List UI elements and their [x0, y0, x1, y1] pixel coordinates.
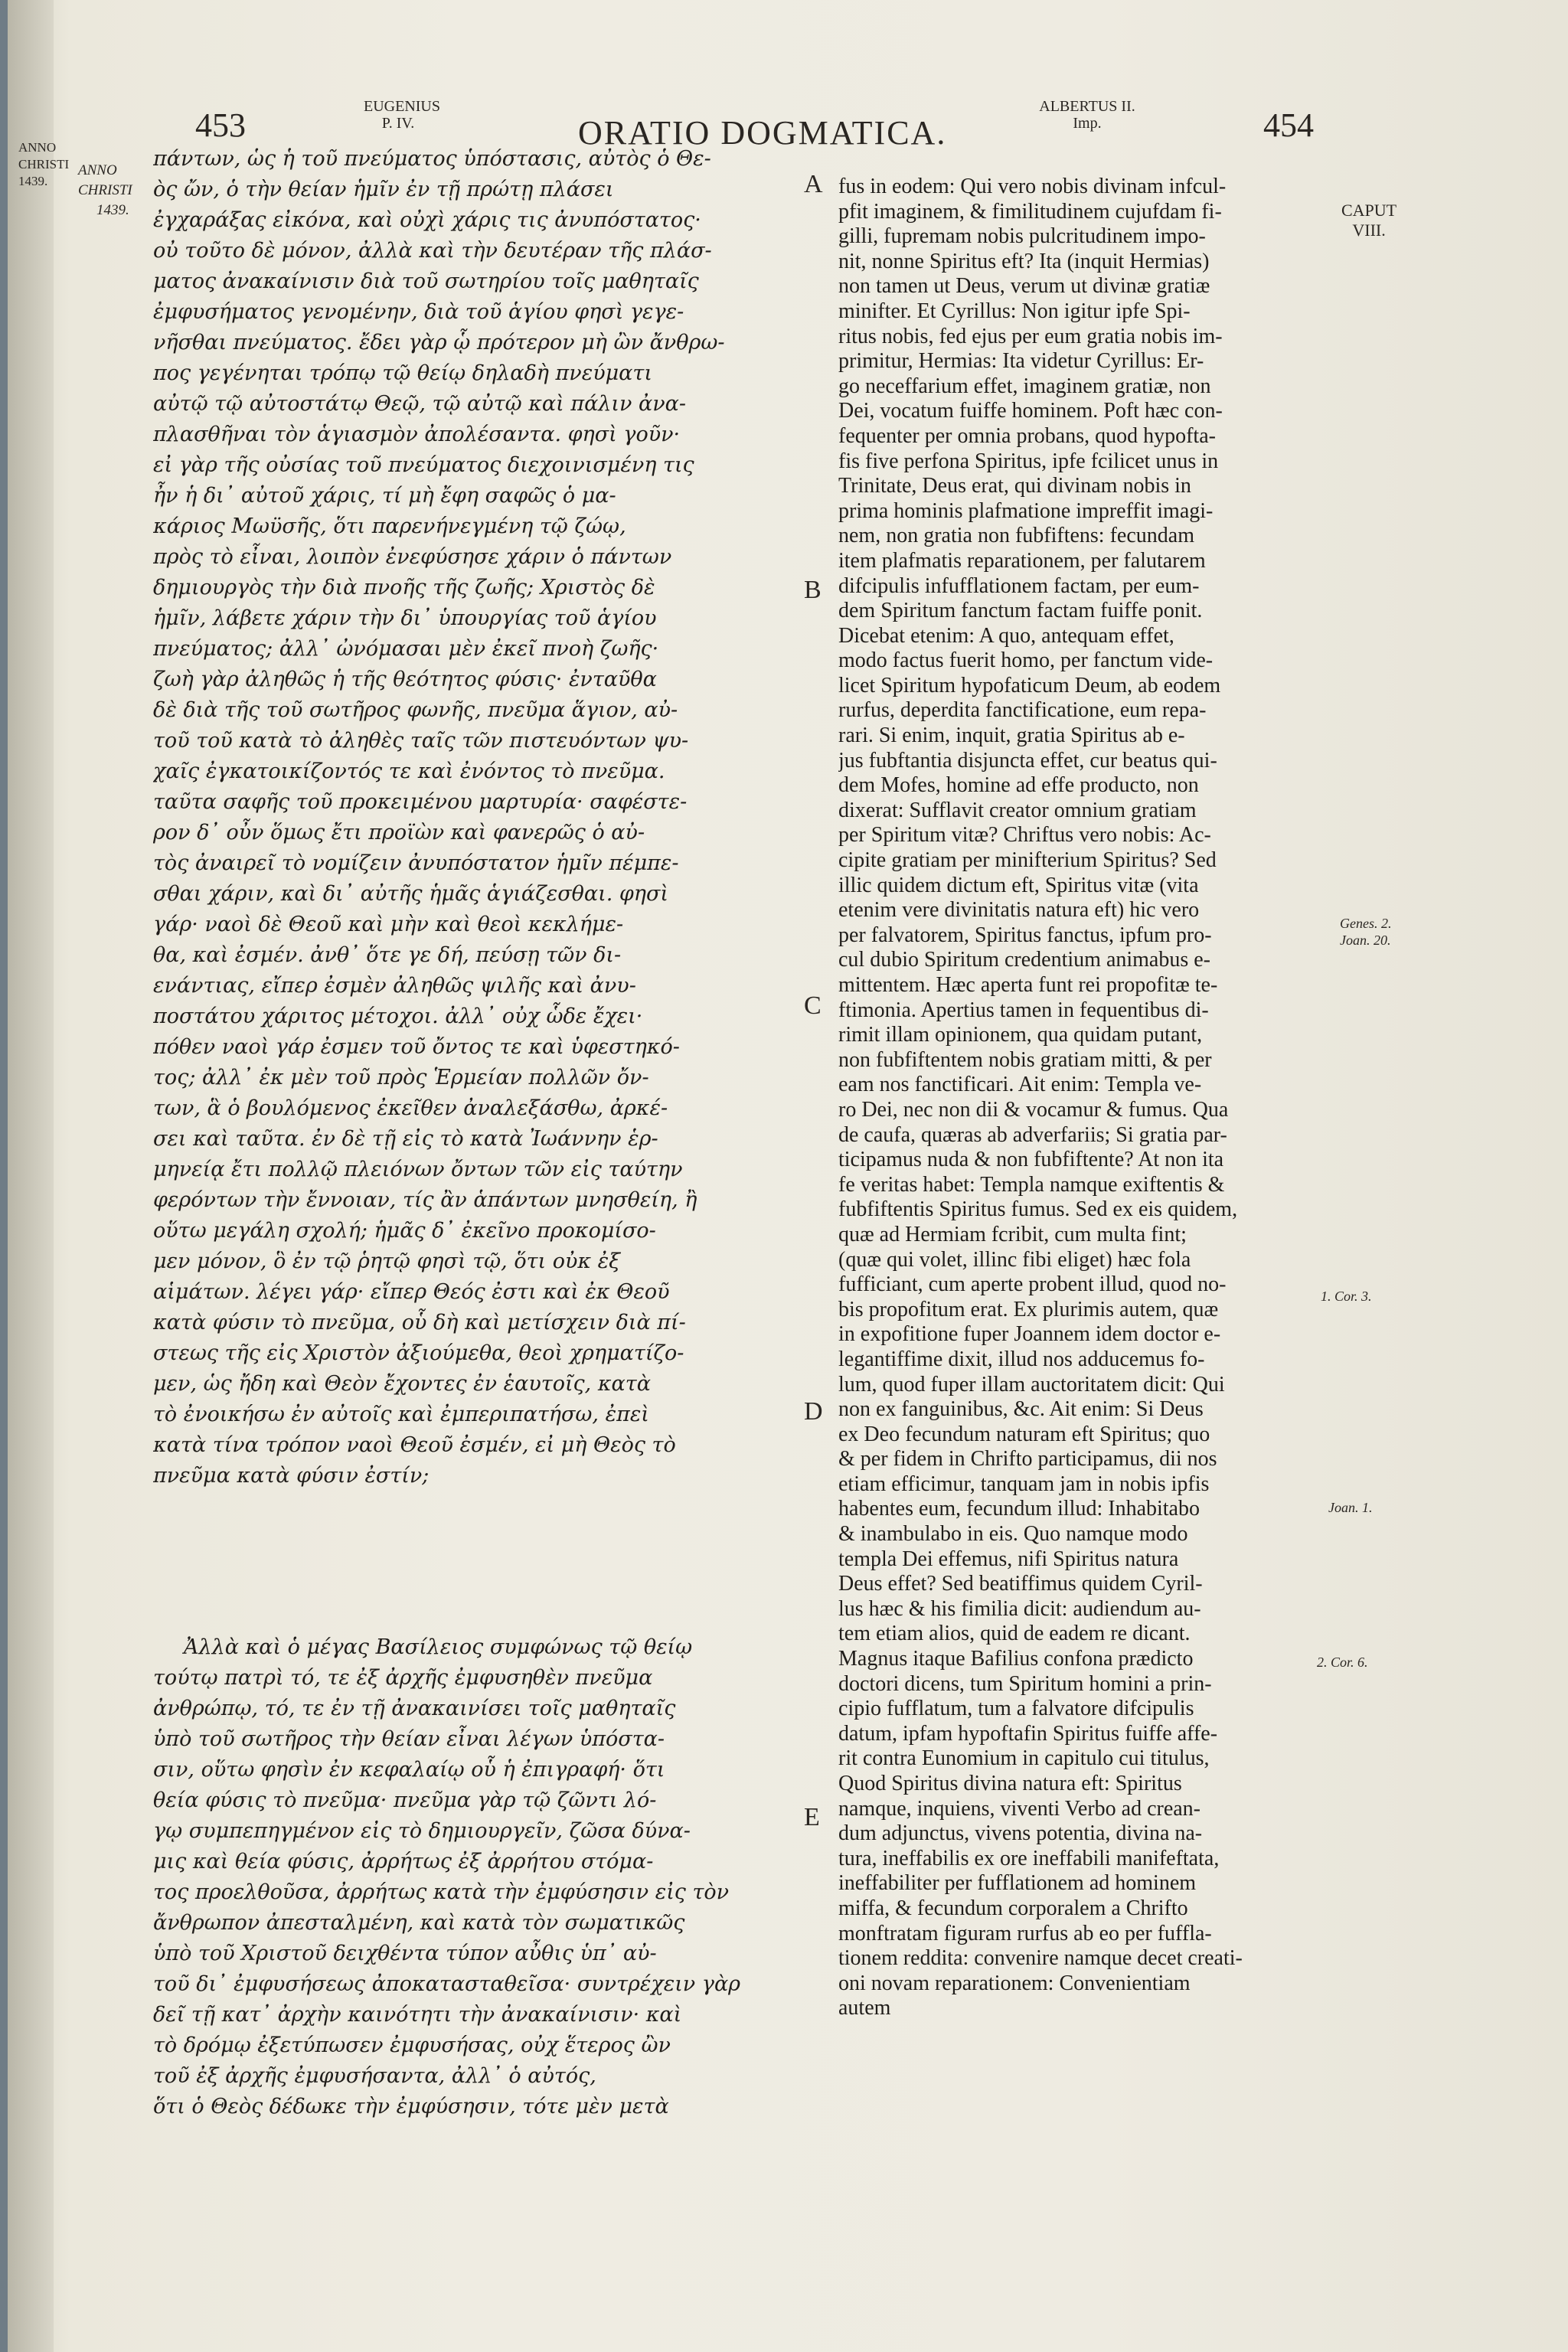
greek-text-line: ζωὴ γὰρ ἀληθῶς ἡ τῆς θεότητος φύσις· ἐνταῦθα — [153, 668, 657, 691]
latin-text-line: ritus nobis, fed ejus per eum gratia nobis im- — [838, 324, 1223, 348]
greek-text-line: τὸ δρόμῳ ἐξετύπωσεν ἐμφυσήσας, οὐχ ἕτερος ὢν — [153, 2034, 671, 2057]
greek-text-line: σιν, οὕτω φησὶν ἐν κεφαλαίῳ οὗ ἡ ἐπιγραφή· ὅτι — [153, 1758, 665, 1782]
page-number-right: 454 — [1263, 106, 1314, 144]
latin-text-line: gilli, fupremam nobis pulcritudinem impo- — [838, 224, 1206, 249]
greek-text-line: εἰ γὰρ τῆς οὐσίας τοῦ πνεύματος διεχοινισμένη τις — [153, 453, 694, 477]
latin-text-line: lum, quod fuper illam auctoritatem dicit: Qui — [838, 1372, 1225, 1396]
latin-text-line: etiam efficimur, tanquam jam in nobis ipfis — [838, 1472, 1210, 1496]
latin-text-line: quæ ad Hermiam fcribit, cum multa fint; — [838, 1222, 1187, 1246]
latin-text-line: fus in eodem: Qui vero nobis divinam infcul- — [838, 175, 1227, 198]
latin-text-line: rimit illam opinionem, qua quidam putant, — [838, 1023, 1203, 1047]
latin-text-line: prima hominis plafmatione impreffit imagi- — [838, 498, 1214, 523]
running-head-left-line: EUGENIUS — [364, 98, 440, 115]
latin-text-line: namque, inquiens, viventi Verbo ad crean- — [838, 1796, 1201, 1821]
latin-text-line: rit contra Eunomium in capitulo cui titulus, — [838, 1746, 1210, 1771]
latin-text-line: non fubfiftentem nobis gratiam mitti, & per — [838, 1047, 1212, 1072]
latin-text-line: mittentem. Hæc aperta funt rei propofitæ te- — [838, 973, 1218, 997]
section-marker-b: B — [804, 576, 822, 604]
greek-text-line: πάντων, ὡς ἡ τοῦ πνεύματος ὑπόστασις, αὐτὸς ὁ Θε- — [153, 147, 711, 171]
greek-text-line: μεν μόνον, ὃ ἐν τῷ ῥητῷ φησὶ τῷ, ὅτι οὐκ ἐξ — [153, 1250, 621, 1273]
latin-text-line: lus hæc & his fimilia dicit: audiendum au- — [838, 1596, 1201, 1621]
latin-text-line: & inambulabo in eis. Quo namque modo — [838, 1522, 1188, 1547]
greek-text-line: ενάντιας, εἴπερ ἐσμὲν ἀληθῶς ψιλῆς καὶ ἀνυ- — [153, 974, 636, 998]
latin-text-line: pfit imaginem, & fimilitudinem cujufdam fi- — [838, 199, 1222, 224]
greek-text-line: ταῦτα σαφῆς τοῦ προκειμένου μαρτυρία· σαφέστε- — [153, 790, 688, 814]
greek-text-line: τος; ἀλλ᾽ ἐκ μὲν τοῦ πρὸς Ἑρμείαν πολλῶν ὄν- — [153, 1066, 649, 1089]
greek-text-line: ὸς ὤν, ὁ τὴν θείαν ἡμῖν ἐν τῇ πρώτῃ πλάσει — [153, 178, 614, 201]
greek-text-line: τοῦ δι᾽ ἐμφυσήσεως ἀποκατασταθεῖσα· συντρέχειν γὰρ — [153, 1972, 741, 1996]
latin-text-line: Trinitate, Deus erat, qui divinam nobis in — [838, 474, 1191, 498]
latin-text-line: monftratam figuram rurfus ab eo per fuffla- — [838, 1921, 1212, 1945]
greek-text-line: πνεύματος; ἀλλ᾽ ὠνόμασαι μὲν ἐκεῖ πνοὴ ζωῆς· — [153, 637, 659, 661]
far-left-date-line: ANNO — [18, 140, 57, 155]
greek-text-line: πόθεν ναοὶ γάρ ἐσμεν τοῦ ὄντος τε καὶ ὑφεστηκό- — [153, 1035, 680, 1059]
greek-text-line: χαῖς ἐγκατοικίζοντός τε καὶ ἐνόντος τὸ πνεῦμα. — [153, 760, 665, 783]
latin-text-line: dem Spiritum fanctum factam fuiffe ponit. — [838, 599, 1203, 623]
greek-text-line: κάριος Μωϋσῆς, ὅτι παρενήνεγμένη τῷ ζώῳ, — [153, 514, 626, 538]
greek-text-line: φερόντων τὴν ἔννοιαν, τίς ἂν ἁπάντων μνησθείη, ἢ — [153, 1188, 697, 1212]
greek-text-line: μηνείᾳ ἔτι πολλῷ πλειόνων ὄντων τῶν εἰς ταύτην — [153, 1158, 683, 1181]
greek-text-line: γῳ συμπεπηγμένον εἰς τὸ δημιουργεῖν, ζῶσα δύνα- — [153, 1819, 691, 1843]
date-margin-line: ANNO — [78, 162, 117, 178]
latin-text-line: eam nos fanctificari. Ait enim: Templa ve- — [838, 1073, 1202, 1097]
running-head-right-line: ALBERTUS II. — [1039, 98, 1135, 115]
greek-text-line: αὐτῷ τῷ αὐτοστάτῳ Θεῷ, τῷ αὐτῷ καὶ πάλιν ἀνα- — [153, 392, 687, 416]
latin-text-line: dem Mofes, homine ad effe producto, non — [838, 773, 1199, 798]
latin-text-line: difcipulis infufflationem factam, per eum- — [838, 573, 1200, 598]
latin-text-line: cul dubio Spiritum credentium animabus e- — [838, 948, 1211, 972]
greek-text-line: σθαι χάριν, καὶ δι᾽ αὐτῆς ἡμᾶς ἁγιάζεσθαι. φησὶ — [153, 882, 668, 906]
greek-text-line: κατὰ φύσιν τὸ πνεῦμα, οὗ δὴ καὶ μετίσχειν διὰ πί- — [153, 1311, 686, 1334]
greek-text-line: μεν, ὡς ἤδη καὶ Θεὸν ἔχοντες ἐν ἑαυτοῖς, κατὰ — [153, 1372, 651, 1396]
latin-text-line: cipio fufflatum, tum a falvatore difcipulis — [838, 1697, 1194, 1721]
caput-note-line: VIII. — [1352, 220, 1386, 240]
latin-text-line: oni novam reparationem: Convenientiam — [838, 1971, 1191, 1995]
latin-text-line: nit, nonne Spiritus eft? Ita (inquit Hermias) — [838, 249, 1210, 273]
greek-text-line: ἐμφυσήματος γενομένην, διὰ τοῦ ἁγίου φησὶ γεγε- — [153, 300, 684, 324]
greek-text-line: θεία φύσις τὸ πνεῦμα· πνεῦμα γὰρ τῷ ζῶντι λό- — [153, 1788, 657, 1812]
date-margin-line: CHRISTI — [78, 182, 132, 198]
greek-text-line: δημιουργὸς τὴν διὰ πνοῆς τῆς ζωῆς; Χριστὸς δὲ — [153, 576, 655, 599]
book-page — [8, 0, 1568, 2352]
greek-text-line: ποστάτου χάριτος μέτοχοι. ἀλλ᾽ οὐχ ὧδε ἔχει· — [153, 1004, 643, 1028]
section-marker-c: C — [804, 991, 822, 1020]
far-left-date-note — [18, 139, 69, 190]
greek-text-line: τὸς ἀναιρεῖ τὸ νομίζειν ἀνυπόστατον ἡμῖν πέμπε- — [153, 851, 679, 875]
latin-text-line: cipite gratiam per minifterium Spiritus? Sed — [838, 848, 1217, 873]
latin-text-line: etenim vere divinitatis natura eft) hic vero — [838, 898, 1200, 923]
ref-john-20: Joan. 20. — [1340, 933, 1391, 948]
greek-text-line: πρὸς τὸ εἶναι, λοιπὸν ἐνεφύσησε χάριν ὁ πάντων — [153, 545, 672, 569]
greek-text-line: κατὰ τίνα τρόπον ναοὶ Θεοῦ ἐσμέν, εἰ μὴ Θεὸς τὸ — [153, 1433, 676, 1457]
latin-text-line: ex Deo fecundum naturam eft Spiritus; quo — [838, 1422, 1210, 1446]
page-spine — [8, 0, 54, 2352]
greek-text-line: ἄνθρωπον ἀπεσταλμένη, καὶ κατὰ τὸν σωματικῶς — [153, 1911, 685, 1935]
greek-text-line: ματος ἀνακαίνισιν διὰ τοῦ σωτηρίου τοῖς μαθηταῖς — [153, 270, 699, 293]
latin-column — [838, 175, 1328, 2021]
latin-text-line: Deus effet? Sed beatiffimus quidem Cyril- — [838, 1572, 1203, 1596]
greek-column-paragraph-1 — [153, 144, 789, 1491]
latin-text-line: modo factus fuerit homo, per fanctum vide- — [838, 648, 1214, 673]
greek-text-line: μις καὶ θεία φύσις, ἀρρήτως ἐξ ἀρρήτου στόμα- — [153, 1850, 654, 1873]
greek-text-line: τος προελθοῦσα, ἀρρήτως κατὰ τὴν ἐμφύσησιν εἰς τὸν — [153, 1880, 730, 1904]
latin-text-line: item plafmatis reparationem, per falutarem — [838, 548, 1206, 573]
page-title: ORATIO DOGMATICA. — [578, 114, 947, 152]
far-left-date-line: CHRISTI — [18, 157, 70, 172]
latin-text-line: rari. Si enim, inquit, gratia Spiritus ab e- — [838, 724, 1185, 748]
greek-text-line: τούτῳ πατρὶ τό, τε ἐξ ἀρχῆς ἐμφυσηθὲν πνεῦμα — [153, 1666, 653, 1690]
latin-text-line: datum, ipfam hypoftafin Spiritus fuiffe affe- — [838, 1721, 1218, 1746]
latin-text-line: habentes eum, fecundum illud: Inhabitabo — [838, 1497, 1200, 1521]
greek-text-line: θα, καὶ ἐσμέν. ἀνθ᾽ ὅτε γε δή, πεύσῃ τῶν δι- — [153, 943, 622, 967]
greek-text-line: τὸ ἐνοικήσω ἐν αὐτοῖς καὶ ἐμπεριπατήσω, ἐπεὶ — [153, 1403, 649, 1426]
greek-text-line: ὑπὸ τοῦ σωτῆρος τὴν θείαν εἶναι λέγων ὑπόστα- — [153, 1727, 665, 1751]
latin-text-line: doctori dicens, tum Spiritum homini a prin- — [838, 1671, 1212, 1696]
latin-text-line: ineffabiliter per fufflationem ad hominem — [838, 1871, 1197, 1896]
greek-text-line: τοῦ τοῦ κατὰ τὸ ἀληθὲς ταῖς τῶν πιστευόντων ψυ- — [153, 729, 689, 753]
running-head-right — [1037, 98, 1137, 132]
latin-text-line: per falvatorem, Spiritus fanctus, ipfum pro- — [838, 923, 1212, 947]
latin-text-line: legantiffime dixit, illud nos adducemus fo- — [838, 1347, 1205, 1371]
greek-text-line: ὑπὸ τοῦ Χριστοῦ δειχθέντα τύπον αὖθις ὑπ᾽ αὐ- — [153, 1942, 657, 1965]
ref-1-corinthians: 1. Cor. 3. — [1321, 1289, 1372, 1304]
latin-text-line: primitur, Hermias: Ita videtur Cyrillus: Er- — [838, 349, 1204, 374]
latin-text-line: go neceffarium effet, imaginem gratiæ, non — [838, 374, 1211, 398]
latin-text-line: per Spiritum vitæ? Chriftus vero nobis: Ac- — [838, 823, 1211, 848]
greek-text-line: ἐγχαράξας εἰκόνα, καὶ οὐχὶ χάρις τις ἀνυπόστατος· — [153, 208, 701, 232]
latin-text-line: non tamen ut Deus, verum ut divinæ gratiæ — [838, 274, 1210, 299]
latin-text-line: autem — [838, 1996, 891, 2020]
section-marker-a: A — [804, 170, 823, 198]
latin-text-line: dixerat: Sufflavit creator omnium gratiam — [838, 798, 1197, 822]
latin-text-line: tura, ineffabilis ex ore ineffabili manifeftata, — [838, 1846, 1220, 1870]
greek-text-line: πος γεγένηται τρόπῳ τῷ θείῳ δηλαδὴ πνεύματι — [153, 361, 652, 385]
latin-text-line: illic quidem dictum eft, Spiritus vitæ (vita — [838, 873, 1199, 897]
date-margin-line: 1439. — [96, 202, 129, 218]
latin-text-line: templa Dei effemus, nifi Spiritus natura — [838, 1547, 1179, 1571]
latin-text-line: tem etiam alios, quid de eadem re dicant. — [838, 1622, 1191, 1646]
greek-text-line: ἦν ἡ δι᾽ αὐτοῦ χάρις, τί μὴ ἔφη σαφῶς ὁ μα- — [153, 484, 616, 508]
greek-text-line: γάρ· ναοὶ δὲ Θεοῦ καὶ μὴν καὶ θεοὶ κεκλήμε- — [153, 913, 624, 936]
greek-text-line: οὐ τοῦτο δὲ μόνον, ἀλλὰ καὶ τὴν δευτέραν τῆς πλάσ- — [153, 239, 712, 263]
latin-text-line: in expofitione fuper Joannem idem doctor e- — [838, 1322, 1221, 1347]
greek-text-line: των, ἃ ὁ βουλόμενος ἐκεῖθεν ἀναλεξάσθω, ἀρκέ- — [153, 1096, 668, 1120]
ref-2-corinthians: 2. Cor. 6. — [1317, 1655, 1368, 1670]
latin-text-line: jus fubftantia disjuncta effet, cur beatus qui- — [838, 748, 1217, 773]
latin-text-line: & per fidem in Chrifto participamus, dii nos — [838, 1447, 1217, 1472]
greek-text-line: ἀνθρώπῳ, τό, τε ἐν τῇ ἀνακαινίσει τοῖς μαθηταῖς — [153, 1697, 676, 1720]
latin-text-line: ticipamus nuda & non fubfiftente? At non ita — [838, 1148, 1224, 1172]
latin-text-line: (quæ qui volet, illinc fibi eliget) hæc fola — [838, 1247, 1191, 1272]
latin-text-line: de caufa, quæras ab adverfariis; Si gratia par- — [838, 1122, 1227, 1147]
latin-text-line: non ex fanguinibus, &c. Ait enim: Si Deus — [838, 1397, 1204, 1422]
latin-text-line: minifter. Et Cyrillus: Non igitur ipfe Spi- — [838, 299, 1191, 323]
latin-text-line: fe veritas habet: Templa namque exiftentis & — [838, 1172, 1225, 1197]
greek-text-line: δὲ διὰ τῆς τοῦ σωτῆρος φωνῆς, πνεῦμα ἅγιον, αὐ- — [153, 698, 678, 722]
greek-column-paragraph-2 — [153, 1632, 789, 2122]
section-marker-d: D — [804, 1397, 823, 1426]
latin-text-line: Dicebat etenim: A quo, antequam effet, — [838, 623, 1174, 648]
greek-text-line: πλασθῆναι τὸν ἁγιασμὸν ἀπολέσαντα. φησὶ γοῦν· — [153, 423, 681, 446]
latin-text-line: fubfiftentis Spiritus fumus. Sed ex eis quidem, — [838, 1197, 1238, 1222]
greek-text-line: αἱμάτων. λέγει γάρ· εἴπερ Θεός ἐστι καὶ ἐκ Θεοῦ — [153, 1280, 670, 1304]
running-head-right-line: Imp. — [1073, 115, 1102, 132]
section-marker-e: E — [804, 1803, 820, 1831]
latin-text-line: fis five perfona Spiritus, ipfe fcilicet unus in — [838, 449, 1219, 473]
latin-text-line: rurfus, deperdita fanctificatione, eum repa- — [838, 698, 1207, 723]
caput-note — [1341, 201, 1396, 240]
greek-text-line: νῆσθαι πνεύματος. ἔδει γὰρ ᾧ πρότερον μὴ ὢν ἄνθρω- — [153, 331, 725, 354]
greek-text-line: οὕτω μεγάλη σχολή; ἡμᾶς δ᾽ ἐκεῖνο προκομίσο- — [153, 1219, 656, 1243]
latin-text-line: Quod Spiritus divina natura eft: Spiritus — [838, 1772, 1182, 1795]
running-head-left-line: P. IV. — [381, 115, 415, 132]
latin-text-line: Dei, vocatum fuiffe hominem. Poft hæc con- — [838, 399, 1223, 423]
ref-genesis: Genes. 2. — [1340, 916, 1392, 931]
greek-text-line: δεῖ τῇ κατ᾽ ἀρχὴν καινότητι τὴν ἀνακαίνισιν· καὶ — [153, 2003, 682, 2027]
latin-text-line: ro Dei, nec non dii & vocamur & fumus. Qua — [838, 1097, 1229, 1122]
greek-text-line: σει καὶ ταῦτα. ἐν δὲ τῇ εἰς τὸ κατὰ Ἰωάννην ἑρ- — [153, 1127, 658, 1151]
latin-text-line: tionem reddita: convenire namque decet creati- — [838, 1946, 1243, 1971]
latin-text-line: bis propofitum erat. Ex plurimis autem, quæ — [838, 1297, 1219, 1321]
greek-text-line: πνεῦμα κατὰ φύσιν ἐστίν; — [153, 1464, 430, 1488]
greek-text-line: ρον δ᾽ οὖν ὅμως ἔτι προϊὼν καὶ φανερῶς ὁ αὐ- — [153, 821, 645, 844]
date-margin-note — [78, 161, 132, 220]
greek-text-line: τοῦ ἐξ ἀρχῆς ἐμφυσήσαντα, ἀλλ᾽ ὁ αὐτός, — [153, 2064, 596, 2088]
ref-john-1: Joan. 1. — [1328, 1500, 1373, 1515]
page-number-left: 453 — [195, 106, 246, 144]
latin-text-line: fequenter per omnia probans, quod hypofta- — [838, 423, 1216, 448]
far-left-date-line: 1439. — [18, 174, 48, 188]
latin-text-line: fufficiant, cum aperte probent illud, quod no- — [838, 1272, 1227, 1297]
latin-text-line: ftimonia. Apertius tamen in fequentibus di- — [838, 998, 1209, 1022]
greek-text-line: Ἀλλὰ καὶ ὁ μέγας Βασίλειος συμφώνως τῷ θείῳ — [184, 1635, 693, 1659]
running-head-left — [364, 98, 440, 132]
caput-note-line: CAPUT — [1341, 201, 1397, 220]
greek-text-line: στεως τῆς εἰς Χριστὸν ἀξιούμεθα, θεοὶ χρηματίζο- — [153, 1341, 684, 1365]
greek-text-line: ὅτι ὁ Θεὸς δέδωκε τὴν ἐμφύσησιν, τότε μὲν μετὰ — [153, 2095, 669, 2118]
latin-text-line: dum adjunctus, vivens potentia, divina na- — [838, 1821, 1203, 1846]
latin-text-line: licet Spiritum hypofaticum Deum, ab eodem — [838, 673, 1221, 697]
latin-text-line: Magnus itaque Bafilius confona prædicto — [838, 1647, 1194, 1671]
greek-text-line: ἡμῖν, λάβετε χάριν τὴν δι᾽ ὑπουργίας τοῦ ἁγίου — [153, 606, 657, 630]
latin-text-line: miffa, & fecundum corporalem a Chrifto — [838, 1896, 1188, 1920]
latin-text-line: nem, non gratia non fubfiftens: fecundam — [838, 524, 1194, 548]
